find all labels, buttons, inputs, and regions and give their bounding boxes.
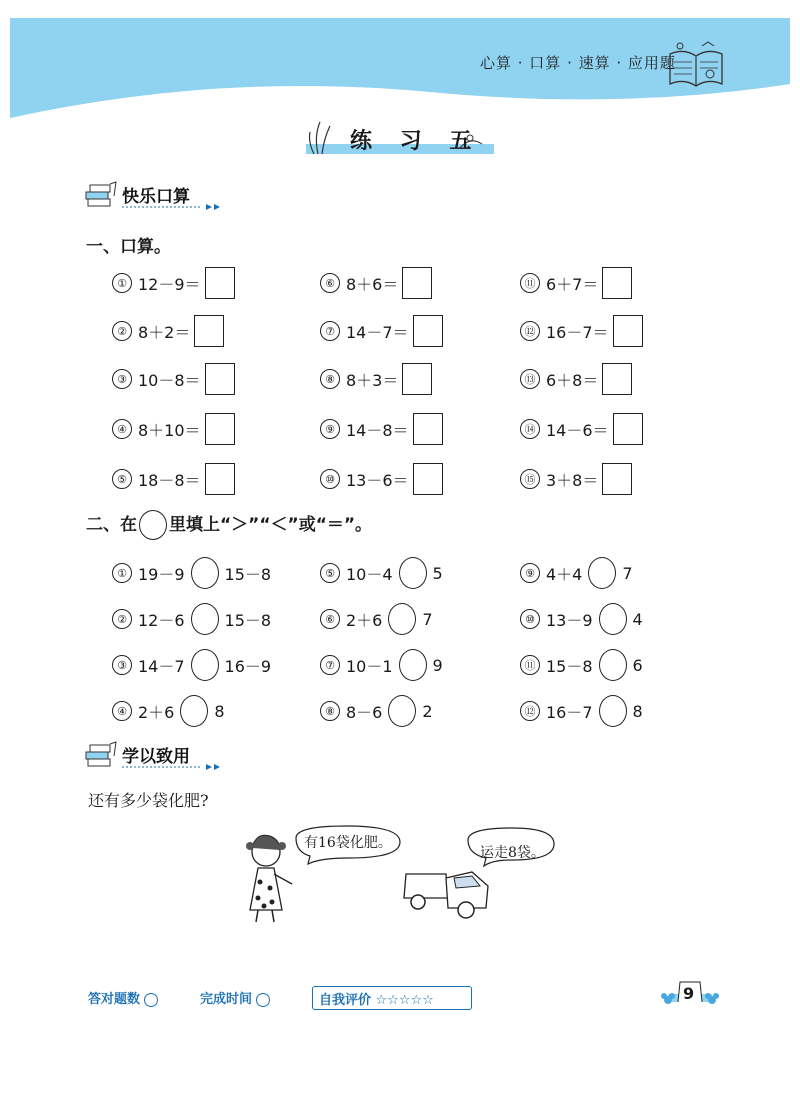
answer-box[interactable]: [205, 413, 235, 445]
title-area: [300, 118, 500, 166]
problem-number: ⑩: [320, 469, 340, 489]
right-expression: 16－9: [224, 656, 272, 676]
section-header-mental-math: [84, 180, 224, 210]
problem-number: ⑫: [520, 321, 540, 341]
right-expression: 4: [632, 609, 643, 629]
left-expression: 12－6: [138, 610, 185, 630]
mental-math-problem: [520, 314, 643, 348]
problem-number: ③: [112, 655, 132, 675]
page-number-badge: [660, 976, 720, 1016]
mental-math-problem: [112, 462, 235, 496]
problem-number: ①: [112, 563, 132, 583]
compare-circle[interactable]: [599, 649, 627, 681]
left-expression: 10－1: [346, 656, 393, 676]
answer-box[interactable]: [205, 267, 235, 299]
answer-box[interactable]: [205, 363, 235, 395]
problem-number: ⑦: [320, 655, 340, 675]
compare-problem: [520, 694, 643, 728]
compare-problem: [112, 602, 271, 636]
answer-box[interactable]: [205, 463, 235, 495]
answer-box[interactable]: [413, 315, 443, 347]
problem-number: ②: [112, 609, 132, 629]
problem-number: ⑨: [520, 563, 540, 583]
right-expression: 9: [432, 655, 443, 675]
compare-circle[interactable]: [399, 649, 427, 681]
section-underline: [122, 204, 222, 210]
footer-correct-count: 答对题数: [88, 988, 158, 1007]
compare-problem: [520, 602, 643, 636]
left-expression: 13－9: [546, 610, 593, 630]
left-expression: 14－7: [138, 656, 185, 676]
illustration: [236, 822, 566, 932]
problem-expression: 14－8＝: [346, 420, 409, 440]
mental-math-problem: [520, 412, 643, 446]
header-subjects: 心算 · 口算 · 速算 · 应用题: [480, 54, 676, 72]
footer-finish-time: 完成时间: [200, 988, 270, 1007]
problem-number: ⑪: [520, 273, 540, 293]
right-expression: 7: [422, 609, 433, 629]
compare-problem: [520, 556, 633, 590]
compare-circle[interactable]: [191, 557, 219, 589]
problem-expression: 14－6＝: [546, 420, 609, 440]
truck-icon: [404, 872, 488, 918]
answer-box[interactable]: [413, 413, 443, 445]
left-expression: 15－8: [546, 656, 593, 676]
answer-box[interactable]: [402, 363, 432, 395]
left-expression: 16－7: [546, 702, 593, 722]
right-expression: 2: [422, 701, 433, 721]
problem-number: ①: [112, 273, 132, 293]
left-expression: 2＋6: [138, 702, 175, 722]
book-icon: [666, 40, 726, 90]
problem-expression: 6＋7＝: [546, 274, 599, 294]
smiley-icon: [256, 993, 270, 1007]
problem-number: ⑩: [520, 609, 540, 629]
left-expression: 4＋4: [546, 564, 583, 584]
problem-number: ④: [112, 701, 132, 721]
truck-speech-bubble: 运走8袋。: [480, 845, 545, 861]
page-title: 练 习 五: [350, 129, 482, 154]
problem-number: ②: [112, 321, 132, 341]
compare-problem: [320, 694, 433, 728]
self-evaluation-box: 自我评价 ☆☆☆☆☆: [312, 986, 472, 1010]
section-label: 学以致用: [122, 747, 190, 767]
right-expression: 6: [632, 655, 643, 675]
problem-number: ⑥: [320, 273, 340, 293]
problem-expression: 14－7＝: [346, 322, 409, 342]
mental-math-problem: [520, 266, 632, 300]
mental-math-problem: [320, 462, 443, 496]
right-expression: 8: [214, 701, 225, 721]
problem-number: ③: [112, 369, 132, 389]
section-underline: [122, 764, 222, 770]
section-label: 快乐口算: [122, 187, 190, 207]
problem-number: ⑬: [520, 369, 540, 389]
word-problem-question: 还有多少袋化肥?: [88, 791, 209, 810]
right-expression: 7: [622, 563, 633, 583]
compare-circle[interactable]: [599, 695, 627, 727]
left-expression: 10－4: [346, 564, 393, 584]
problem-number: ⑭: [520, 419, 540, 439]
question-1-heading: 一、口算。: [86, 237, 171, 257]
books-icon: [84, 180, 120, 210]
left-expression: 8－6: [346, 702, 383, 722]
section-header-apply: [84, 740, 224, 770]
right-expression: 8: [632, 701, 643, 721]
problem-number: ⑦: [320, 321, 340, 341]
mental-math-problem: [112, 314, 224, 348]
compare-problem: [112, 648, 271, 682]
compare-circle[interactable]: [399, 557, 427, 589]
answer-box[interactable]: [194, 315, 224, 347]
mental-math-problem: [112, 266, 235, 300]
mental-math-problem: [520, 462, 632, 496]
problem-expression: 16－7＝: [546, 322, 609, 342]
answer-box[interactable]: [602, 267, 632, 299]
circle-icon: [139, 510, 167, 540]
mental-math-problem: [320, 412, 443, 446]
answer-box[interactable]: [602, 463, 632, 495]
mental-math-problem: [320, 362, 432, 396]
right-expression: 5: [432, 563, 443, 583]
rating-stars[interactable]: ☆☆☆☆☆: [375, 993, 434, 1008]
problem-expression: 10－8＝: [138, 370, 201, 390]
answer-box[interactable]: [413, 463, 443, 495]
answer-box[interactable]: [402, 267, 432, 299]
problem-number: ⑤: [112, 469, 132, 489]
problem-expression: 8＋6＝: [346, 274, 399, 294]
books-icon: [84, 740, 120, 770]
problem-number: ⑧: [320, 369, 340, 389]
problem-number: ⑥: [320, 609, 340, 629]
compare-problem: [320, 648, 443, 682]
girl-speech-bubble: 有16袋化肥。: [304, 835, 392, 851]
right-expression: 15－8: [224, 610, 272, 630]
mental-math-problem: [320, 314, 443, 348]
problem-number: ⑨: [320, 419, 340, 439]
problem-expression: 12－9＝: [138, 274, 201, 294]
left-expression: 2＋6: [346, 610, 383, 630]
problem-expression: 8＋2＝: [138, 322, 191, 342]
right-expression: 15－8: [224, 564, 272, 584]
smiley-icon: [144, 993, 158, 1007]
compare-problem: [320, 602, 433, 636]
problem-number: ⑤: [320, 563, 340, 583]
page-number: 9: [683, 984, 695, 1003]
compare-problem: [520, 648, 643, 682]
problem-number: ④: [112, 419, 132, 439]
mental-math-problem: [112, 362, 235, 396]
mental-math-problem: [112, 412, 235, 446]
compare-circle[interactable]: [599, 603, 627, 635]
compare-problem: [112, 694, 225, 728]
compare-circle[interactable]: [191, 603, 219, 635]
compare-problem: [112, 556, 271, 590]
mental-math-problem: [520, 362, 632, 396]
compare-circle[interactable]: [388, 695, 416, 727]
answer-box[interactable]: [613, 413, 643, 445]
problem-expression: 13－6＝: [346, 470, 409, 490]
problem-expression: 8＋10＝: [138, 420, 201, 440]
compare-problem: [320, 556, 443, 590]
problem-number: ⑪: [520, 655, 540, 675]
compare-circle[interactable]: [180, 695, 208, 727]
problem-expression: 18－8＝: [138, 470, 201, 490]
problem-number: ⑮: [520, 469, 540, 489]
girl-icon: [246, 835, 292, 922]
compare-circle[interactable]: [588, 557, 616, 589]
answer-box[interactable]: [602, 363, 632, 395]
problem-expression: 3＋8＝: [546, 470, 599, 490]
problem-number: ⑧: [320, 701, 340, 721]
problem-expression: 8＋3＝: [346, 370, 399, 390]
left-expression: 19－9: [138, 564, 185, 584]
problem-number: ⑫: [520, 701, 540, 721]
mental-math-problem: [320, 266, 432, 300]
problem-expression: 6＋8＝: [546, 370, 599, 390]
compare-circle[interactable]: [191, 649, 219, 681]
answer-box[interactable]: [613, 315, 643, 347]
compare-circle[interactable]: [388, 603, 416, 635]
question-2-heading: 二、在 里填上“＞”“＜”或“＝”。: [86, 510, 372, 540]
